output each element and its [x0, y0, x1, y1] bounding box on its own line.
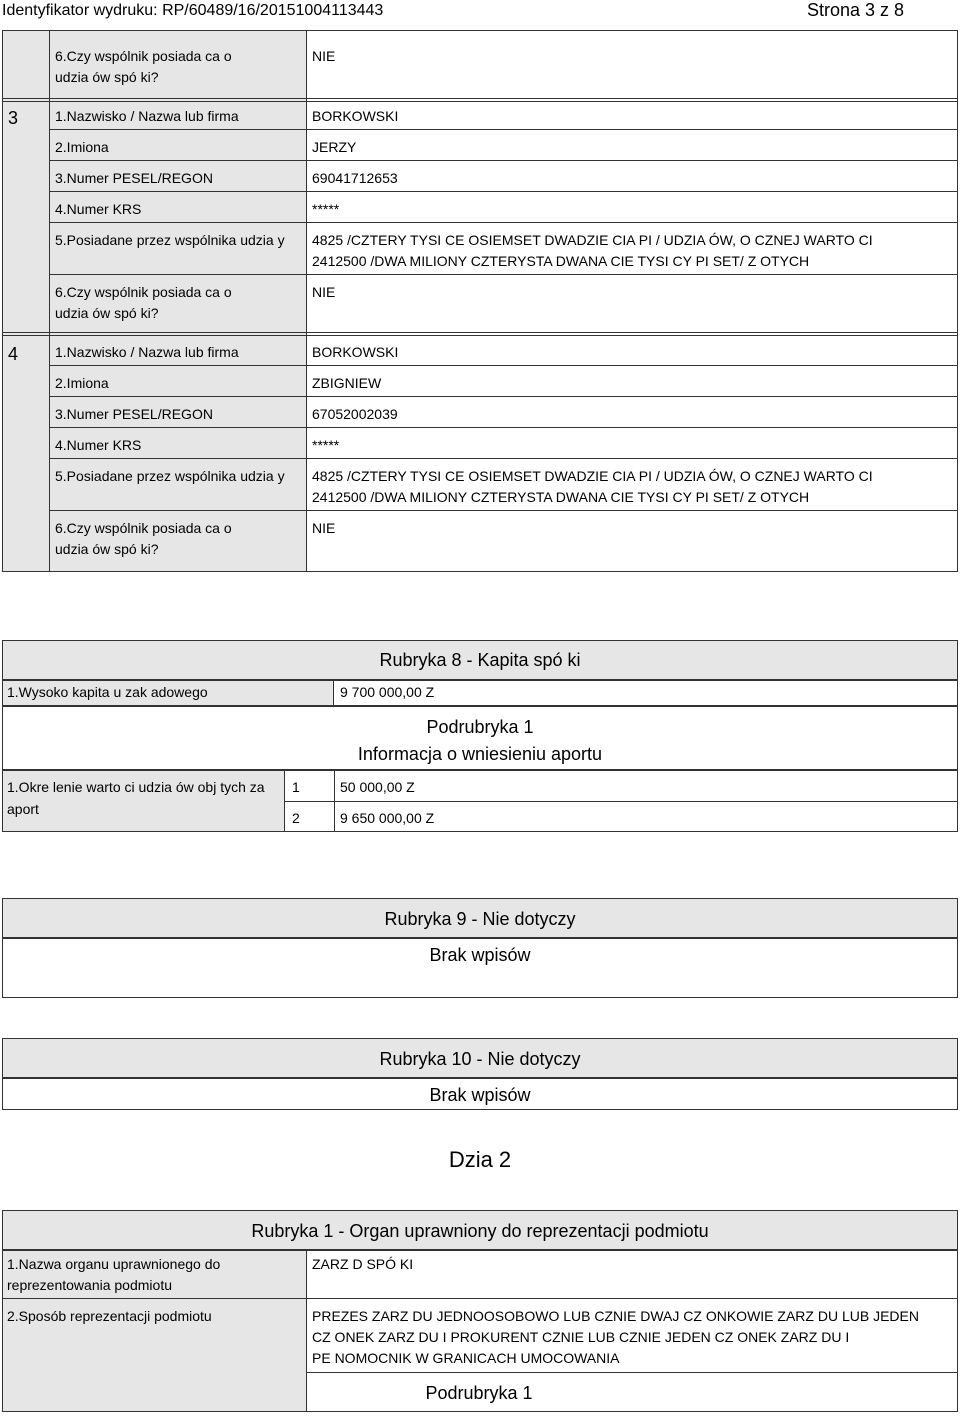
rubryka8-title: Rubryka 8 - Kapita spó ki: [379, 650, 581, 670]
partner-first-name-label: 2.Imiona: [55, 375, 109, 391]
partner-shares-label: 5.Posiadane przez wspólnika udzia y: [55, 468, 285, 484]
partner-name-label: 1.Nazwisko / Nazwa lub firma: [55, 108, 239, 124]
partner-number: 3: [8, 108, 19, 128]
partner-pesel-value: 69041712653: [312, 170, 398, 186]
organ-podrubryka-title: Podrubryka 1: [425, 1383, 533, 1403]
partner-name-value: BORKOWSKI: [312, 108, 399, 124]
rubryka9-title: Rubryka 9 - Nie dotyczy: [384, 909, 576, 929]
partner-krs-label: 4.Numer KRS: [55, 201, 142, 217]
representation-line1: PREZES ZARZ DU JEDNOOSOBOWO LUB CZNIE DWAJ CZ ONKOWIE ZARZ DU LUB JEDEN: [312, 1308, 919, 1324]
representation-label: 2.Sposób reprezentacji podmiotu: [7, 1308, 212, 1324]
partner-first-name-label: 2.Imiona: [55, 139, 109, 155]
partner-q6-label-line2: udzia ów spó ki?: [55, 541, 159, 557]
podrubryka-title: Podrubryka 1: [426, 717, 534, 737]
aport-row-no: 2: [292, 810, 300, 826]
organ-name-label-line2: reprezentowania podmiotu: [7, 1277, 172, 1293]
print-identifier: Identyfikator wydruku: RP/60489/16/20151004113443: [2, 2, 384, 19]
partner-number: 4: [8, 344, 19, 364]
section-title: Dzia 2: [448, 1147, 512, 1172]
partner-shares-line1: 4825 /CZTERY TYSI CE OSIEMSET DWADZIE CIA PI / UDZIA ÓW, O CZNEJ WARTO CI: [312, 232, 873, 248]
organ-rubryka-title: Rubryka 1 - Organ uprawniony do reprezentacji podmiotu: [251, 1221, 709, 1241]
representation-line3: PE NOMOCNIK W GRANICACH UMOCOWANIA: [312, 1350, 620, 1366]
q6-label-line2: udzia ów spó ki?: [55, 69, 159, 85]
representation-line2: CZ ONEK ZARZ DU I PROKURENT CZNIE LUB CZNIE JEDEN CZ ONEK ZARZ DU I: [312, 1329, 850, 1345]
partner-q6-label-line1: 6.Czy wspólnik posiada ca o: [55, 284, 232, 300]
partner-q6-label-line2: udzia ów spó ki?: [55, 305, 159, 321]
aport-row-no: 1: [292, 779, 300, 795]
partner-q6-label-line1: 6.Czy wspólnik posiada ca o: [55, 520, 232, 536]
partner-name-value: BORKOWSKI: [312, 344, 399, 360]
partner-shares-line2: 2412500 /DWA MILIONY CZTERYSTA DWANA CIE TYSI CY PI SET/ Z OTYCH: [312, 489, 810, 505]
page-number: Strona 3 z 8: [806, 0, 904, 20]
rubryka10-empty: Brak wpisów: [429, 1085, 531, 1105]
rubryka9-empty: Brak wpisów: [429, 945, 531, 965]
partner-krs-value: *****: [312, 201, 340, 217]
aport-label-line2: aport: [7, 801, 39, 817]
partner-shares-label: 5.Posiadane przez wspólnika udzia y: [55, 232, 285, 248]
partner-q6-value: NIE: [312, 520, 336, 536]
capital-label: 1.Wysoko kapita u zak adowego: [7, 684, 208, 700]
podrubryka-subtitle: Informacja o wniesieniu aportu: [357, 744, 603, 764]
partner-shares-line1: 4825 /CZTERY TYSI CE OSIEMSET DWADZIE CIA PI / UDZIA ÓW, O CZNEJ WARTO CI: [312, 468, 873, 484]
partner-name-label: 1.Nazwisko / Nazwa lub firma: [55, 344, 239, 360]
aport-row-value: 9 650 000,00 Z: [340, 810, 435, 826]
partner-first-name-value: ZBIGNIEW: [312, 375, 382, 391]
partner-q6-value: NIE: [312, 284, 336, 300]
capital-value: 9 700 000,00 Z: [340, 684, 435, 700]
organ-name-value: ZARZ D SPÓ KI: [312, 1256, 414, 1272]
partner-shares-line2: 2412500 /DWA MILIONY CZTERYSTA DWANA CIE TYSI CY PI SET/ Z OTYCH: [312, 253, 810, 269]
rubryka10-title: Rubryka 10 - Nie dotyczy: [379, 1049, 581, 1069]
partner-pesel-label: 3.Numer PESEL/REGON: [55, 406, 213, 422]
partner-pesel-value: 67052002039: [312, 406, 398, 422]
partner-krs-value: *****: [312, 437, 340, 453]
partner-pesel-label: 3.Numer PESEL/REGON: [55, 170, 213, 186]
aport-row-value: 50 000,00 Z: [340, 779, 415, 795]
q6-label-line1: 6.Czy wspólnik posiada ca o: [55, 48, 232, 64]
partner-first-name-value: JERZY: [312, 139, 357, 155]
organ-name-label-line1: 1.Nazwa organu uprawnionego do: [7, 1256, 221, 1272]
q6-value: NIE: [312, 48, 336, 64]
partner-krs-label: 4.Numer KRS: [55, 437, 142, 453]
aport-label-line1: 1.Okre lenie warto ci udzia ów obj tych za: [7, 779, 265, 795]
